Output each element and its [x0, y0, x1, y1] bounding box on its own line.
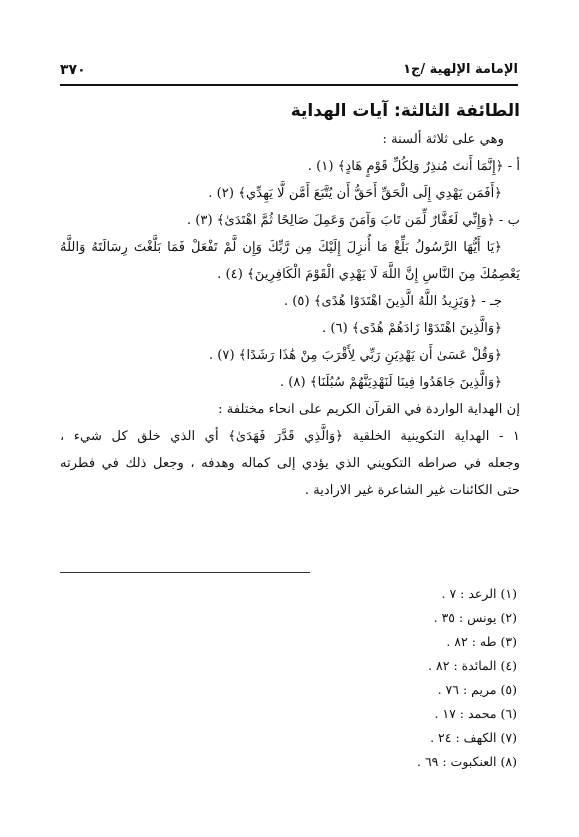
footnote: (٣) طه : ٨٢ .	[446, 634, 517, 649]
paragraph-line: حتى الكائنات غير الشاعرة غير الارادية .	[304, 483, 520, 498]
verse-line: ﴿وَالَّذِينَ اهْتَدَوْا زَادَهُمْ هُدًى﴾ (٦) .	[321, 321, 502, 336]
verse-line: ﴿يَا أَيُّهَا الرَّسُولُ بَلِّغْ مَا أُنزِلَ إِلَيْكَ مِن رَّبِّكَ وَإِن لَّمْ تَفْعَلْ فَمَا بَلَّغْتَ رِسَالَتَهُ وَاللَّهُ	[60, 240, 502, 255]
footnote: (٧) الكهف : ٢٤ .	[430, 730, 517, 745]
verse-line-c: جـ - ﴿وَيَزِيدُ اللَّهُ الَّذِينَ اهْتَدَوْا هُدًى﴾ (٥) .	[283, 294, 502, 309]
paragraph-line: ١ - الهداية التكوينية الخلقية ﴿وَالَّذِي قَدَّرَ فَهَدَىٰ﴾ أي الذي خلق كل شيء ،	[60, 429, 520, 444]
footnote: (٨) العنكبوت : ٦٩ .	[417, 754, 517, 769]
main-text	[60, 96, 520, 504]
verse-line: ﴿أَفَمَن يَهْدِي إِلَى الْحَقِّ أَحَقُّ أَن يُتَّبَعَ أَمَّن لَّا يَهِدِّي﴾ (٢) .	[208, 186, 502, 201]
verse-line-b: ب - ﴿وَإِنِّي لَغَفَّارٌ لِّمَن تَابَ وَآمَنَ وَعَمِلَ صَالِحًا ثُمَّ اهْتَدَىٰ﴾ (٣) .	[186, 213, 520, 228]
verse-line-a: أ - ﴿إِنَّمَا أَنتَ مُنذِرٌ وَلِكُلِّ قَوْمٍ هَادٍ﴾ (١) .	[307, 159, 520, 174]
header-rule	[60, 84, 518, 86]
section-heading: الطائفة الثالثة: آيات الهداية	[290, 101, 520, 121]
footnotes	[217, 582, 517, 774]
page-header	[60, 60, 518, 82]
footnote: (١) الرعد : ٧ .	[441, 586, 517, 601]
footnote-rule	[60, 572, 310, 573]
paragraph-line: وجعله في صراطه التكويني الذي يؤدي إلى كماله وهدفه ، وجعل ذلك في فطرته	[60, 456, 520, 471]
running-title: الإمامة الإلهية /ج١	[403, 62, 518, 77]
footnote: (٦) محمد : ١٧ .	[434, 706, 517, 721]
footnote: (٤) المائدة : ٨٢ .	[428, 658, 517, 673]
footnote: (٥) مريم : ٧٦ .	[437, 682, 517, 697]
footnote: (٢) يونس : ٣٥ .	[433, 610, 517, 625]
verse-line: ﴿وَالَّذِينَ جَاهَدُوا فِينَا لَنَهْدِيَنَّهُمْ سُبُلَنَا﴾ (٨) .	[279, 375, 502, 390]
verse-line: ﴿وَقُلْ عَسَىٰ أَن يَهْدِيَنِ رَبِّي لِأَقْرَبَ مِنْ هَٰذَا رَشَدًا﴾ (٧) .	[208, 348, 502, 363]
section-intro: وهي على ثلاثة ألسنة :	[382, 132, 504, 147]
paragraph-line: إن الهداية الواردة في القرآن الكريم على انحاء مختلفة :	[218, 402, 520, 417]
verse-line: يَعْصِمُكَ مِنَ النَّاسِ إِنَّ اللَّهَ لَا يَهْدِي الْقَوْمَ الْكَافِرِينَ﴾ (٤) .	[217, 267, 520, 282]
page-number: ٣٧٠	[60, 62, 86, 78]
